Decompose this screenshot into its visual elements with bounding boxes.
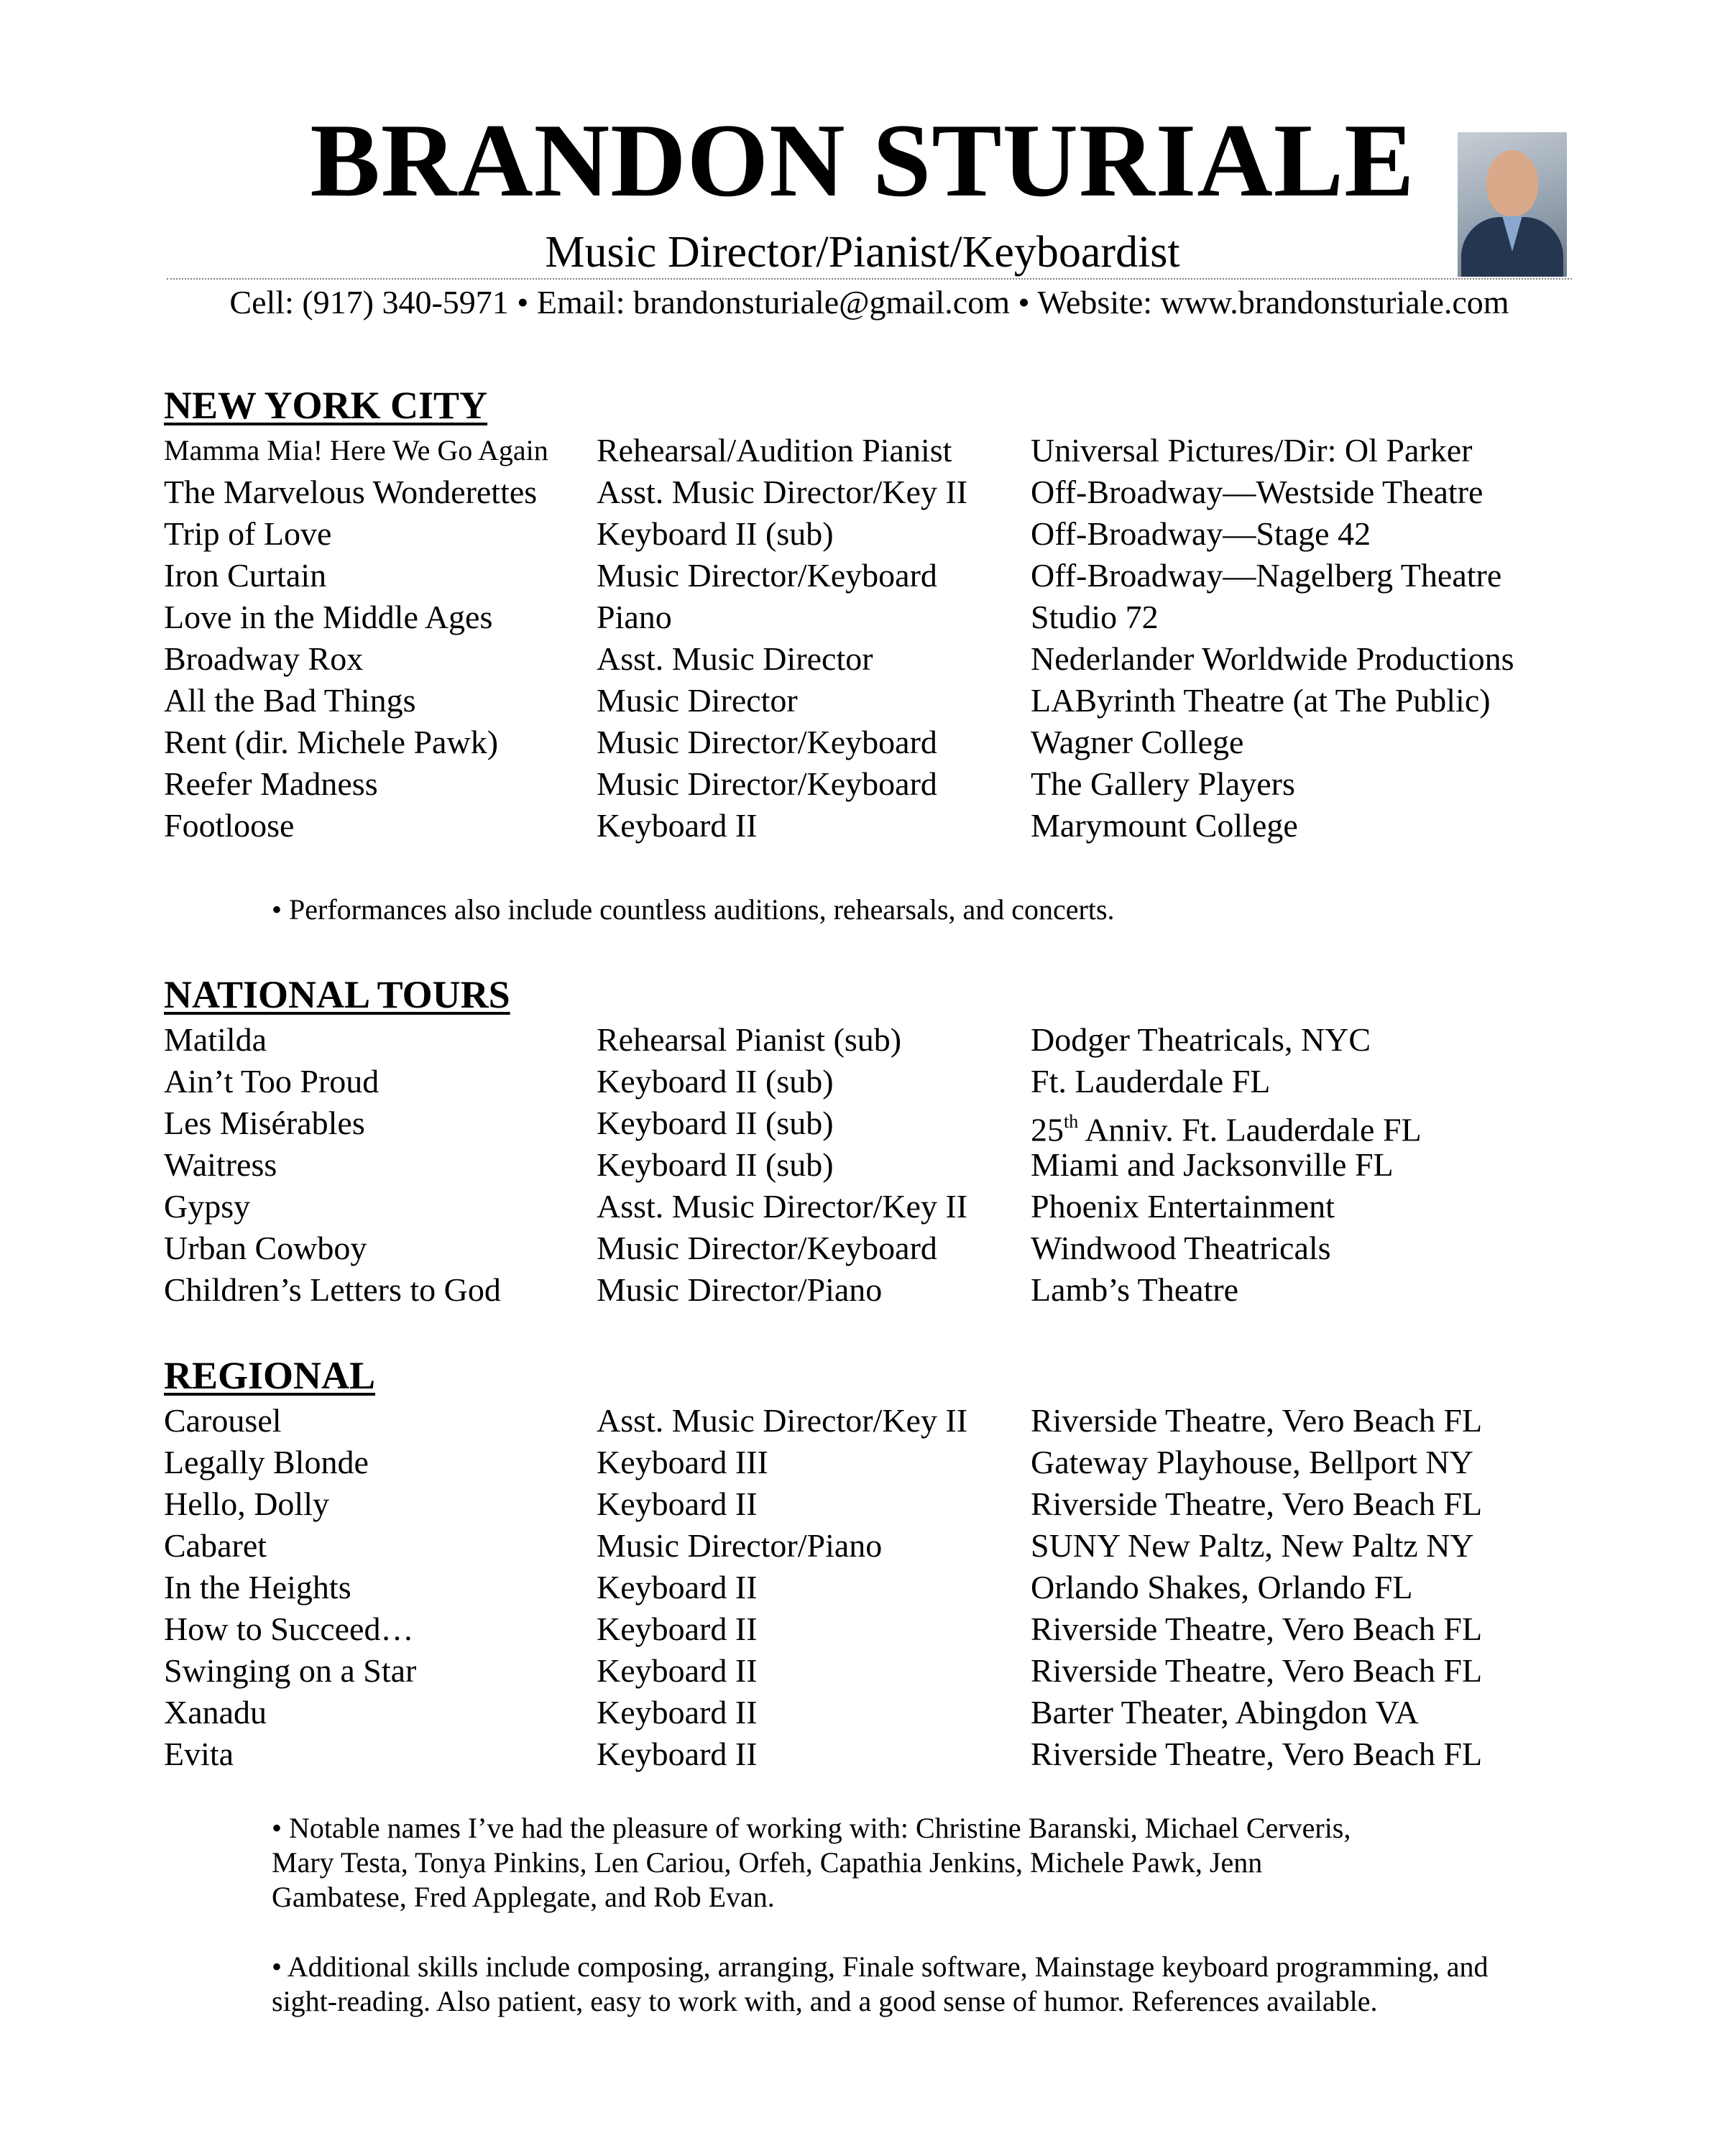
credit-show: Trip of Love: [164, 515, 332, 552]
credit-role: Asst. Music Director/Key II: [597, 1402, 968, 1439]
credit-row: [164, 1733, 1581, 1775]
credit-venue: Off-Broadway—Stage 42: [1031, 515, 1371, 552]
credit-role: Keyboard III: [597, 1444, 768, 1480]
credit-row: [164, 1483, 1581, 1525]
credit-row: [164, 1567, 1581, 1608]
credit-row: [164, 1144, 1581, 1186]
credit-role: Music Director/Keyboard: [597, 557, 937, 594]
credit-show: Xanadu: [164, 1694, 267, 1731]
note-line: • Notable names I’ve had the pleasure of working with: Christine Baranski, Michael Cerveris,: [272, 1812, 1351, 1844]
credit-show: Legally Blonde: [164, 1444, 369, 1480]
credit-row: [164, 1442, 1581, 1483]
credit-row: [164, 1269, 1581, 1311]
credit-role: Music Director/Keyboard: [597, 765, 937, 802]
note-line: Mary Testa, Tonya Pinkins, Len Cariou, Orfeh, Capathia Jenkins, Michele Pawk, Jenn: [272, 1846, 1263, 1879]
credit-role: Keyboard II: [597, 1569, 758, 1606]
credit-role: Keyboard II: [597, 1485, 758, 1522]
credit-row: [164, 638, 1581, 680]
credit-show: Love in the Middle Ages: [164, 599, 493, 635]
credit-venue: Studio 72: [1031, 599, 1159, 635]
note-line: Gambatese, Fred Applegate, and Rob Evan.: [272, 1881, 775, 1913]
nyc-credits: [164, 430, 1581, 847]
credit-venue: Miami and Jacksonville FL: [1031, 1146, 1394, 1183]
credit-row: [164, 1061, 1581, 1102]
credit-venue: Universal Pictures/Dir: Ol Parker: [1031, 432, 1473, 469]
credit-role: Keyboard II: [597, 1694, 758, 1731]
credit-venue: Off-Broadway—Westside Theatre: [1031, 474, 1484, 510]
credit-role: Rehearsal/Audition Pianist: [597, 432, 952, 469]
credit-venue: Phoenix Entertainment: [1031, 1188, 1335, 1225]
credit-show: Iron Curtain: [164, 557, 327, 594]
credit-venue: SUNY New Paltz, New Paltz NY: [1031, 1527, 1474, 1564]
notable-names-note: [272, 1811, 1565, 1915]
credit-show: Cabaret: [164, 1527, 267, 1564]
credit-show: Evita: [164, 1736, 234, 1772]
credit-role: Music Director/Keyboard: [597, 724, 937, 760]
credit-row: [164, 1102, 1581, 1148]
credit-show: Gypsy: [164, 1188, 251, 1225]
credit-row: [164, 1186, 1581, 1227]
header-divider: [167, 278, 1572, 280]
credit-show: Rent (dir. Michele Pawk): [164, 724, 499, 760]
resume-subtitle: Music Director/Pianist/Keyboardist: [545, 228, 1180, 277]
credit-row: [164, 1227, 1581, 1269]
credit-show: Ain’t Too Proud: [164, 1063, 380, 1100]
credit-show: Hello, Dolly: [164, 1485, 329, 1522]
credit-row: [164, 680, 1581, 722]
credit-row: [164, 805, 1581, 847]
credit-row: [164, 1692, 1581, 1733]
credit-venue: Nederlander Worldwide Productions: [1031, 640, 1514, 677]
credit-venue: Marymount College: [1031, 807, 1298, 844]
credit-role: Keyboard II: [597, 1736, 758, 1772]
credit-row: [164, 596, 1581, 638]
credit-show: All the Bad Things: [164, 682, 416, 719]
credit-venue: Orlando Shakes, Orlando FL: [1031, 1569, 1413, 1606]
credit-row: [164, 513, 1581, 555]
credit-venue: Off-Broadway—Nagelberg Theatre: [1031, 557, 1502, 594]
credit-venue: Riverside Theatre, Vero Beach FL: [1031, 1736, 1483, 1772]
credit-role: Piano: [597, 599, 672, 635]
credit-show: Matilda: [164, 1021, 267, 1058]
credit-row: [164, 1019, 1581, 1061]
credit-venue: Windwood Theatricals: [1031, 1230, 1331, 1266]
credit-role: Music Director/Piano: [597, 1527, 883, 1564]
credit-venue: Gateway Playhouse, Bellport NY: [1031, 1444, 1473, 1480]
venue-ordinal-number: 25: [1031, 1111, 1064, 1148]
credit-venue: The Gallery Players: [1031, 765, 1295, 802]
credit-venue: Ft. Lauderdale FL: [1031, 1063, 1271, 1100]
regional-credits: [164, 1400, 1581, 1775]
credit-venue: Riverside Theatre, Vero Beach FL: [1031, 1652, 1483, 1689]
credit-role: Keyboard II: [597, 1652, 758, 1689]
credit-show: Waitress: [164, 1146, 277, 1183]
credit-row: [164, 1608, 1581, 1650]
credit-role: Asst. Music Director/Key II: [597, 474, 968, 510]
credit-show: Footloose: [164, 807, 295, 844]
credit-show: Children’s Letters to God: [164, 1271, 501, 1308]
venue-ordinal-suffix: th: [1064, 1111, 1079, 1132]
credit-venue: Lamb’s Theatre: [1031, 1271, 1239, 1308]
credit-role: Asst. Music Director/Key II: [597, 1188, 968, 1225]
credit-role: Keyboard II (sub): [597, 1105, 834, 1141]
resume-name: BRANDON STURIALE: [310, 102, 1415, 218]
credit-role: Music Director: [597, 682, 798, 719]
credit-venue: LAByrinth Theatre (at The Public): [1031, 682, 1491, 719]
credit-venue: Riverside Theatre, Vero Beach FL: [1031, 1485, 1483, 1522]
venue-rest: Anniv. Ft. Lauderdale FL: [1078, 1111, 1422, 1148]
credit-role: Music Director/Piano: [597, 1271, 883, 1308]
credit-show: Les Misérables: [164, 1105, 365, 1141]
credit-show: The Marvelous Wonderettes: [164, 474, 538, 510]
credit-row: [164, 1650, 1581, 1692]
credit-role: Keyboard II: [597, 807, 758, 844]
credit-role: Music Director/Keyboard: [597, 1230, 937, 1266]
credit-venue: Wagner College: [1031, 724, 1244, 760]
credit-role: Keyboard II (sub): [597, 1063, 834, 1100]
credit-venue: Riverside Theatre, Vero Beach FL: [1031, 1611, 1483, 1647]
credit-venue: Dodger Theatricals, NYC: [1031, 1021, 1371, 1058]
credit-row: [164, 471, 1581, 513]
credit-show: Urban Cowboy: [164, 1230, 367, 1266]
section-heading-regional: REGIONAL: [164, 1354, 376, 1397]
note-line: sight-reading. Also patient, easy to work with, and a good sense of humor. References available.: [272, 1985, 1378, 2017]
skills-note: [272, 1950, 1565, 2019]
credit-role: Keyboard II: [597, 1611, 758, 1647]
credit-row: [164, 763, 1581, 805]
credit-show: Carousel: [164, 1402, 282, 1439]
credit-row: [164, 722, 1581, 763]
section-heading-tours: NATIONAL TOURS: [164, 973, 510, 1016]
credit-role: Asst. Music Director: [597, 640, 873, 677]
credit-show: Reefer Madness: [164, 765, 378, 802]
credit-row: [164, 1400, 1581, 1442]
credit-row: [164, 430, 1581, 471]
credit-show: How to Succeed…: [164, 1611, 414, 1647]
credit-venue: Barter Theater, Abingdon VA: [1031, 1694, 1419, 1731]
credit-role: Rehearsal Pianist (sub): [597, 1021, 902, 1058]
contact-line: Cell: (917) 340-5971 • Email: brandonsturiale@gmail.com • Website: www.brandonsturiale.com: [229, 284, 1509, 321]
credit-venue: Riverside Theatre, Vero Beach FL: [1031, 1402, 1483, 1439]
credit-show: Broadway Rox: [164, 640, 364, 677]
note-line: • Additional skills include composing, arranging, Finale software, Mainstage keyboard programming, and: [272, 1950, 1489, 1983]
credit-show: In the Heights: [164, 1569, 351, 1606]
credit-role: Keyboard II (sub): [597, 1146, 834, 1183]
tours-credits: [164, 1019, 1581, 1311]
credit-row: [164, 1525, 1581, 1567]
credit-row: [164, 555, 1581, 596]
credit-role: Keyboard II (sub): [597, 515, 834, 552]
credit-show: Mamma Mia! Here We Go Again: [164, 434, 548, 466]
credit-show: Swinging on a Star: [164, 1652, 417, 1689]
section-heading-nyc: NEW YORK CITY: [164, 384, 488, 427]
nyc-note: • Performances also include countless auditions, rehearsals, and concerts.: [272, 893, 1115, 926]
photo-head: [1486, 150, 1538, 216]
